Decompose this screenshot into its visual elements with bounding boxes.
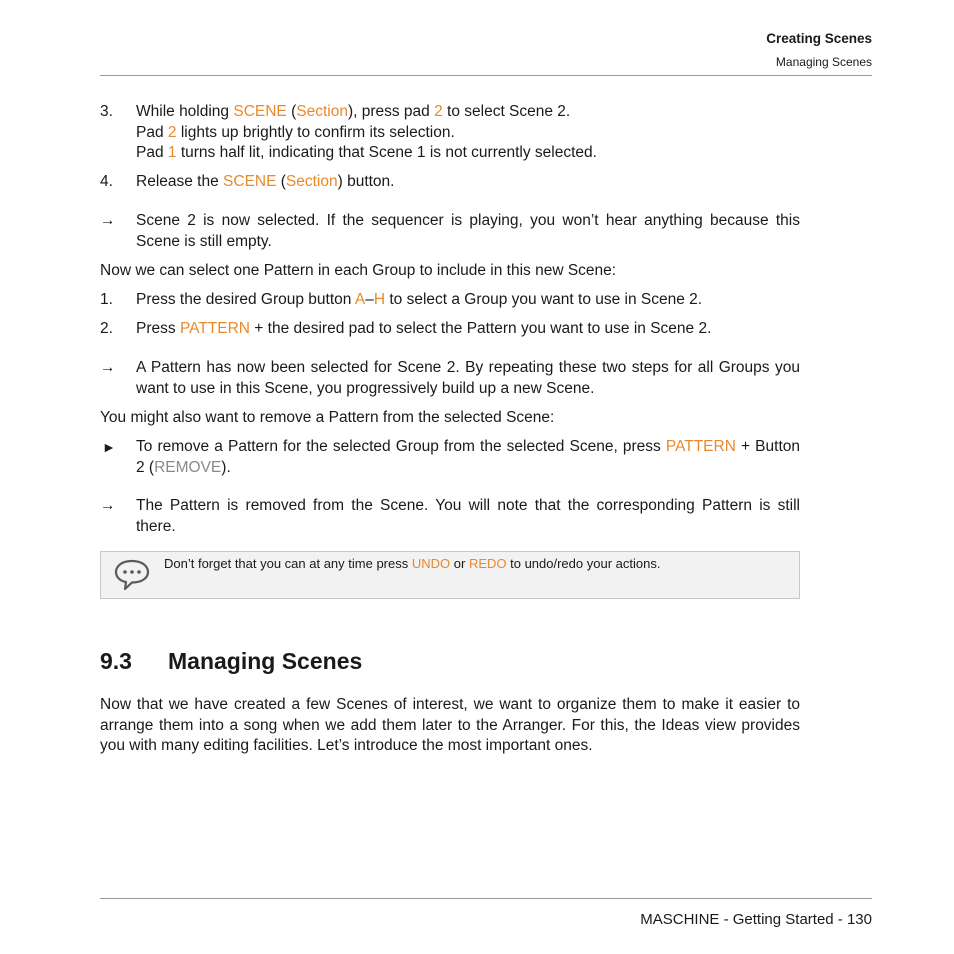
result-item: [100, 358, 800, 399]
keyword-pattern: PATTERN: [665, 438, 736, 455]
tip-note-box: [100, 551, 800, 599]
step-item: [100, 319, 800, 340]
keyword-pattern: PATTERN: [179, 320, 250, 337]
note-text-part: or: [450, 556, 469, 571]
result-arrow-icon: →: [100, 359, 116, 376]
step-text: turns half lit, indicating that Scene 1 is not currently selected.: [176, 144, 597, 161]
step-text: ) button.: [337, 173, 395, 190]
page-footer: MASCHINE - Getting Started - 130: [640, 911, 872, 928]
keyword-pad: 1: [167, 144, 177, 161]
step-line: [136, 319, 800, 340]
action-text-part: + Button 2 (: [136, 438, 800, 476]
step-text: Press the desired Group button: [136, 291, 355, 308]
result-text: The Pattern is removed from the Scene. You will note that the corresponding Pattern is still there.: [136, 497, 800, 535]
action-item: [100, 437, 800, 478]
step-line: [136, 123, 800, 144]
result-item: [100, 496, 800, 537]
speech-bubble-icon: [113, 558, 151, 592]
step-text: Pad: [136, 144, 168, 161]
step-number: 3.: [100, 103, 113, 120]
note-text-part: Don’t forget that you can at any time press: [164, 556, 412, 571]
step-number: 1.: [100, 291, 113, 308]
result-text: A Pattern has now been selected for Scene 2. By repeating these two steps for all Groups you want to use in this Scene, you progressively build up a new Scene.: [136, 359, 800, 397]
action-text: [136, 437, 800, 478]
keyword-scene: SCENE: [223, 173, 277, 190]
keyword-pad: 2: [167, 123, 177, 141]
result-arrow-icon: →: [100, 497, 116, 514]
keyword-redo: REDO: [468, 556, 507, 571]
step-item: [100, 172, 800, 193]
keyword-remove: REMOVE: [154, 458, 222, 476]
keyword-group-h: H: [373, 291, 386, 308]
action-text-part: ).: [221, 458, 231, 476]
step-item: [100, 102, 800, 164]
header-divider: [100, 75, 872, 76]
running-header-chapter: Creating Scenes: [766, 31, 872, 46]
step-item: [100, 290, 800, 311]
keyword-section: Section: [285, 173, 338, 190]
step-text: Release the: [136, 173, 224, 190]
step-text: Press: [136, 320, 180, 337]
footer-divider: [100, 898, 872, 899]
step-text: to select a Group you want to use in Scene 2.: [385, 291, 703, 308]
keyword-section: Section: [296, 103, 348, 120]
note-text-part: to undo/redo your actions.: [506, 556, 661, 571]
keyword-undo: UNDO: [411, 556, 451, 571]
result-item: [100, 211, 800, 252]
result-arrow-icon: →: [100, 212, 116, 229]
step-text: While holding: [136, 103, 234, 120]
step-text: (: [276, 173, 286, 190]
keyword-group-a: A: [354, 291, 366, 308]
step-line: [136, 172, 800, 193]
action-triangle-icon: ►: [102, 439, 116, 455]
step-text: + the desired pad to select the Pattern you want to use in Scene 2.: [249, 320, 712, 337]
body-paragraph: Now that we have created a few Scenes of interest, we want to organize them to make it easier to arrange them into a song when we add them later to the Arranger. For this, the Ideas view provides you with many editing facilities. Let’s introduce the most important ones.: [100, 696, 800, 754]
section-number: 9.3: [100, 648, 132, 674]
tip-note-text: [164, 556, 660, 572]
step-text: (: [286, 103, 297, 120]
running-header-section: Managing Scenes: [775, 55, 872, 69]
step-number: 2.: [100, 320, 113, 337]
result-text: Scene 2 is now selected. If the sequencer is playing, you won’t hear anything because this Scene is still empty.: [136, 212, 800, 250]
step-line: [136, 143, 800, 164]
action-text-part: To remove a Pattern for the selected Group from the selected Scene, press: [136, 438, 666, 455]
step-text: ), press pad: [347, 103, 435, 120]
body-paragraph: Now we can select one Pattern in each Group to include in this new Scene:: [100, 262, 617, 279]
section-title: Managing Scenes: [168, 648, 363, 674]
step-text: to select Scene 2.: [442, 103, 571, 120]
step-text: –: [365, 291, 374, 308]
step-line: [136, 290, 800, 311]
step-text: lights up brightly to confirm its selection.: [176, 123, 455, 141]
step-number: 4.: [100, 173, 113, 190]
keyword-pad: 2: [434, 103, 443, 120]
keyword-scene: SCENE: [233, 103, 287, 120]
step-line: [136, 102, 800, 123]
step-text: Pad: [136, 123, 168, 141]
body-paragraph: You might also want to remove a Pattern from the selected Scene:: [100, 409, 555, 426]
